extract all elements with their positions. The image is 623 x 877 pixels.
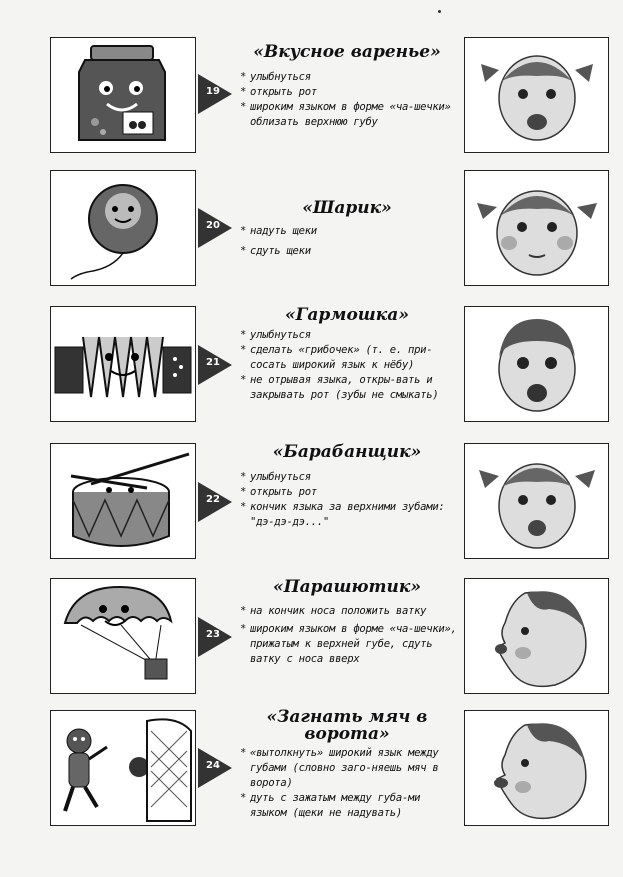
exercise-step: * «вытолкнуть» широкий язык между губами (словно заго-няешь мяч в ворота) (240, 746, 458, 791)
exercise-title: «Парашютик» (272, 577, 422, 597)
exercise-steps (240, 224, 458, 259)
exercise-step: * сделать «грибочек» (т. е. при-сосать широкий язык к нёбу) (240, 343, 458, 373)
accordion-illustration (50, 306, 196, 422)
exercise-number-badge (198, 617, 232, 657)
exercise-number: 20 (206, 220, 220, 231)
exercise-title: «Гармошка» (285, 305, 409, 325)
child-face-illustration (464, 443, 609, 559)
exercise-number-badge (198, 208, 232, 248)
exercise-number: 19 (206, 86, 220, 97)
child-profile-illustration (464, 710, 609, 826)
child-face-illustration (464, 37, 609, 153)
exercise-step: * широким языком в форме «ча-шечки» облизать верхнюю губу (240, 100, 458, 130)
parachute-illustration (50, 578, 196, 694)
exercise-number-badge (198, 482, 232, 522)
exercise-title: «Барабанщик» (272, 442, 422, 462)
scan-speck (438, 10, 441, 13)
exercise-step: * сдуть щеки (240, 244, 458, 259)
exercise-number-badge (198, 748, 232, 788)
exercise-step: * широким языком в форме «ча-шечки», прижатым к верхней губе, сдуть ватку с носа вверх (240, 622, 458, 667)
exercise-number-badge (198, 345, 232, 385)
exercise-step: * надуть щеки (240, 224, 458, 239)
exercise-title: «Шарик» (302, 198, 392, 218)
exercise-step: * дуть с зажатым между губа-ми языком (щеки не надувать) (240, 791, 458, 821)
balloon-illustration (50, 170, 196, 286)
exercise-step: * открыть рот (240, 85, 458, 100)
football-goal-illustration (50, 710, 196, 826)
exercise-number: 22 (206, 494, 220, 505)
exercise-number: 21 (206, 357, 220, 368)
jam-jar-illustration (50, 37, 196, 153)
exercise-number: 23 (206, 629, 220, 640)
child-face-illustration (464, 170, 609, 286)
child-face-illustration (464, 306, 609, 422)
exercise-step: * не отрывая языка, откры-вать и закрывать рот (зубы не смыкать) (240, 373, 458, 403)
exercise-step: * на кончик носа положить ватку (240, 604, 458, 619)
exercise-title: «Вкусное варенье» (253, 42, 441, 62)
exercise-steps (240, 328, 458, 403)
exercise-steps (240, 604, 458, 667)
child-profile-illustration (464, 578, 609, 694)
exercise-steps (240, 470, 458, 530)
exercise-step: * открыть рот (240, 485, 458, 500)
exercise-step: * улыбнуться (240, 70, 458, 85)
exercise-title: «Загнать мяч в ворота» (266, 707, 428, 744)
exercise-number-badge (198, 74, 232, 114)
exercise-steps (240, 70, 458, 130)
exercise-step: * улыбнуться (240, 328, 458, 343)
exercise-step: * кончик языка за верхними зубами: "дэ-дэ-дэ..." (240, 500, 458, 530)
exercise-number: 24 (206, 760, 220, 771)
exercise-step: * улыбнуться (240, 470, 458, 485)
drum-illustration (50, 443, 196, 559)
exercise-steps (240, 746, 458, 821)
